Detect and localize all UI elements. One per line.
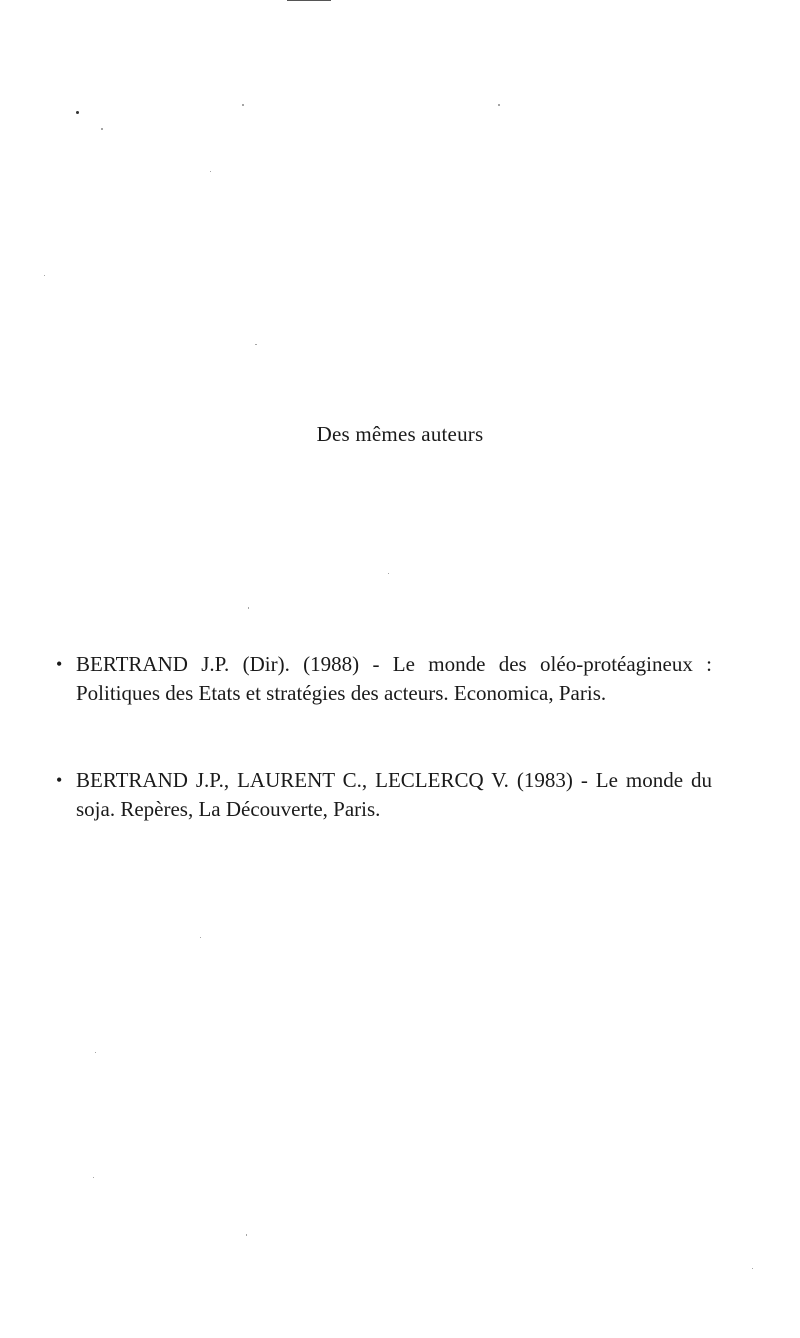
scan-speck bbox=[498, 104, 500, 106]
bullet-icon: • bbox=[56, 654, 63, 674]
bibliography-entry-text: BERTRAND J.P., LAURENT C., LECLERCQ V. (1983) - Le monde du soja. Repères, La Découverte, Paris. bbox=[76, 768, 712, 821]
scan-speck bbox=[388, 573, 389, 574]
scan-speck bbox=[93, 1177, 94, 1178]
scan-speck bbox=[95, 1052, 96, 1053]
scan-speck bbox=[210, 171, 211, 172]
scan-speck bbox=[248, 607, 249, 609]
scan-speck bbox=[76, 111, 79, 114]
scan-speck bbox=[101, 128, 103, 130]
scan-speck bbox=[44, 275, 45, 276]
scan-speck bbox=[200, 937, 201, 938]
scan-speck bbox=[752, 1268, 753, 1269]
scan-speck bbox=[246, 1234, 247, 1236]
bibliography-entry bbox=[52, 766, 712, 824]
bibliography-list bbox=[52, 650, 712, 824]
section-heading: Des mêmes auteurs bbox=[316, 422, 484, 446]
top-rule bbox=[287, 0, 331, 1]
bullet-icon: • bbox=[56, 770, 63, 790]
bibliography-entry bbox=[52, 650, 712, 708]
scan-speck bbox=[255, 344, 257, 345]
scan-speck bbox=[242, 104, 244, 106]
bibliography-entry-text: BERTRAND J.P. (Dir). (1988) - Le monde des oléo-protéagineux : Politiques des Etats et stratégies des acteurs. Economica, Paris. bbox=[76, 652, 712, 705]
